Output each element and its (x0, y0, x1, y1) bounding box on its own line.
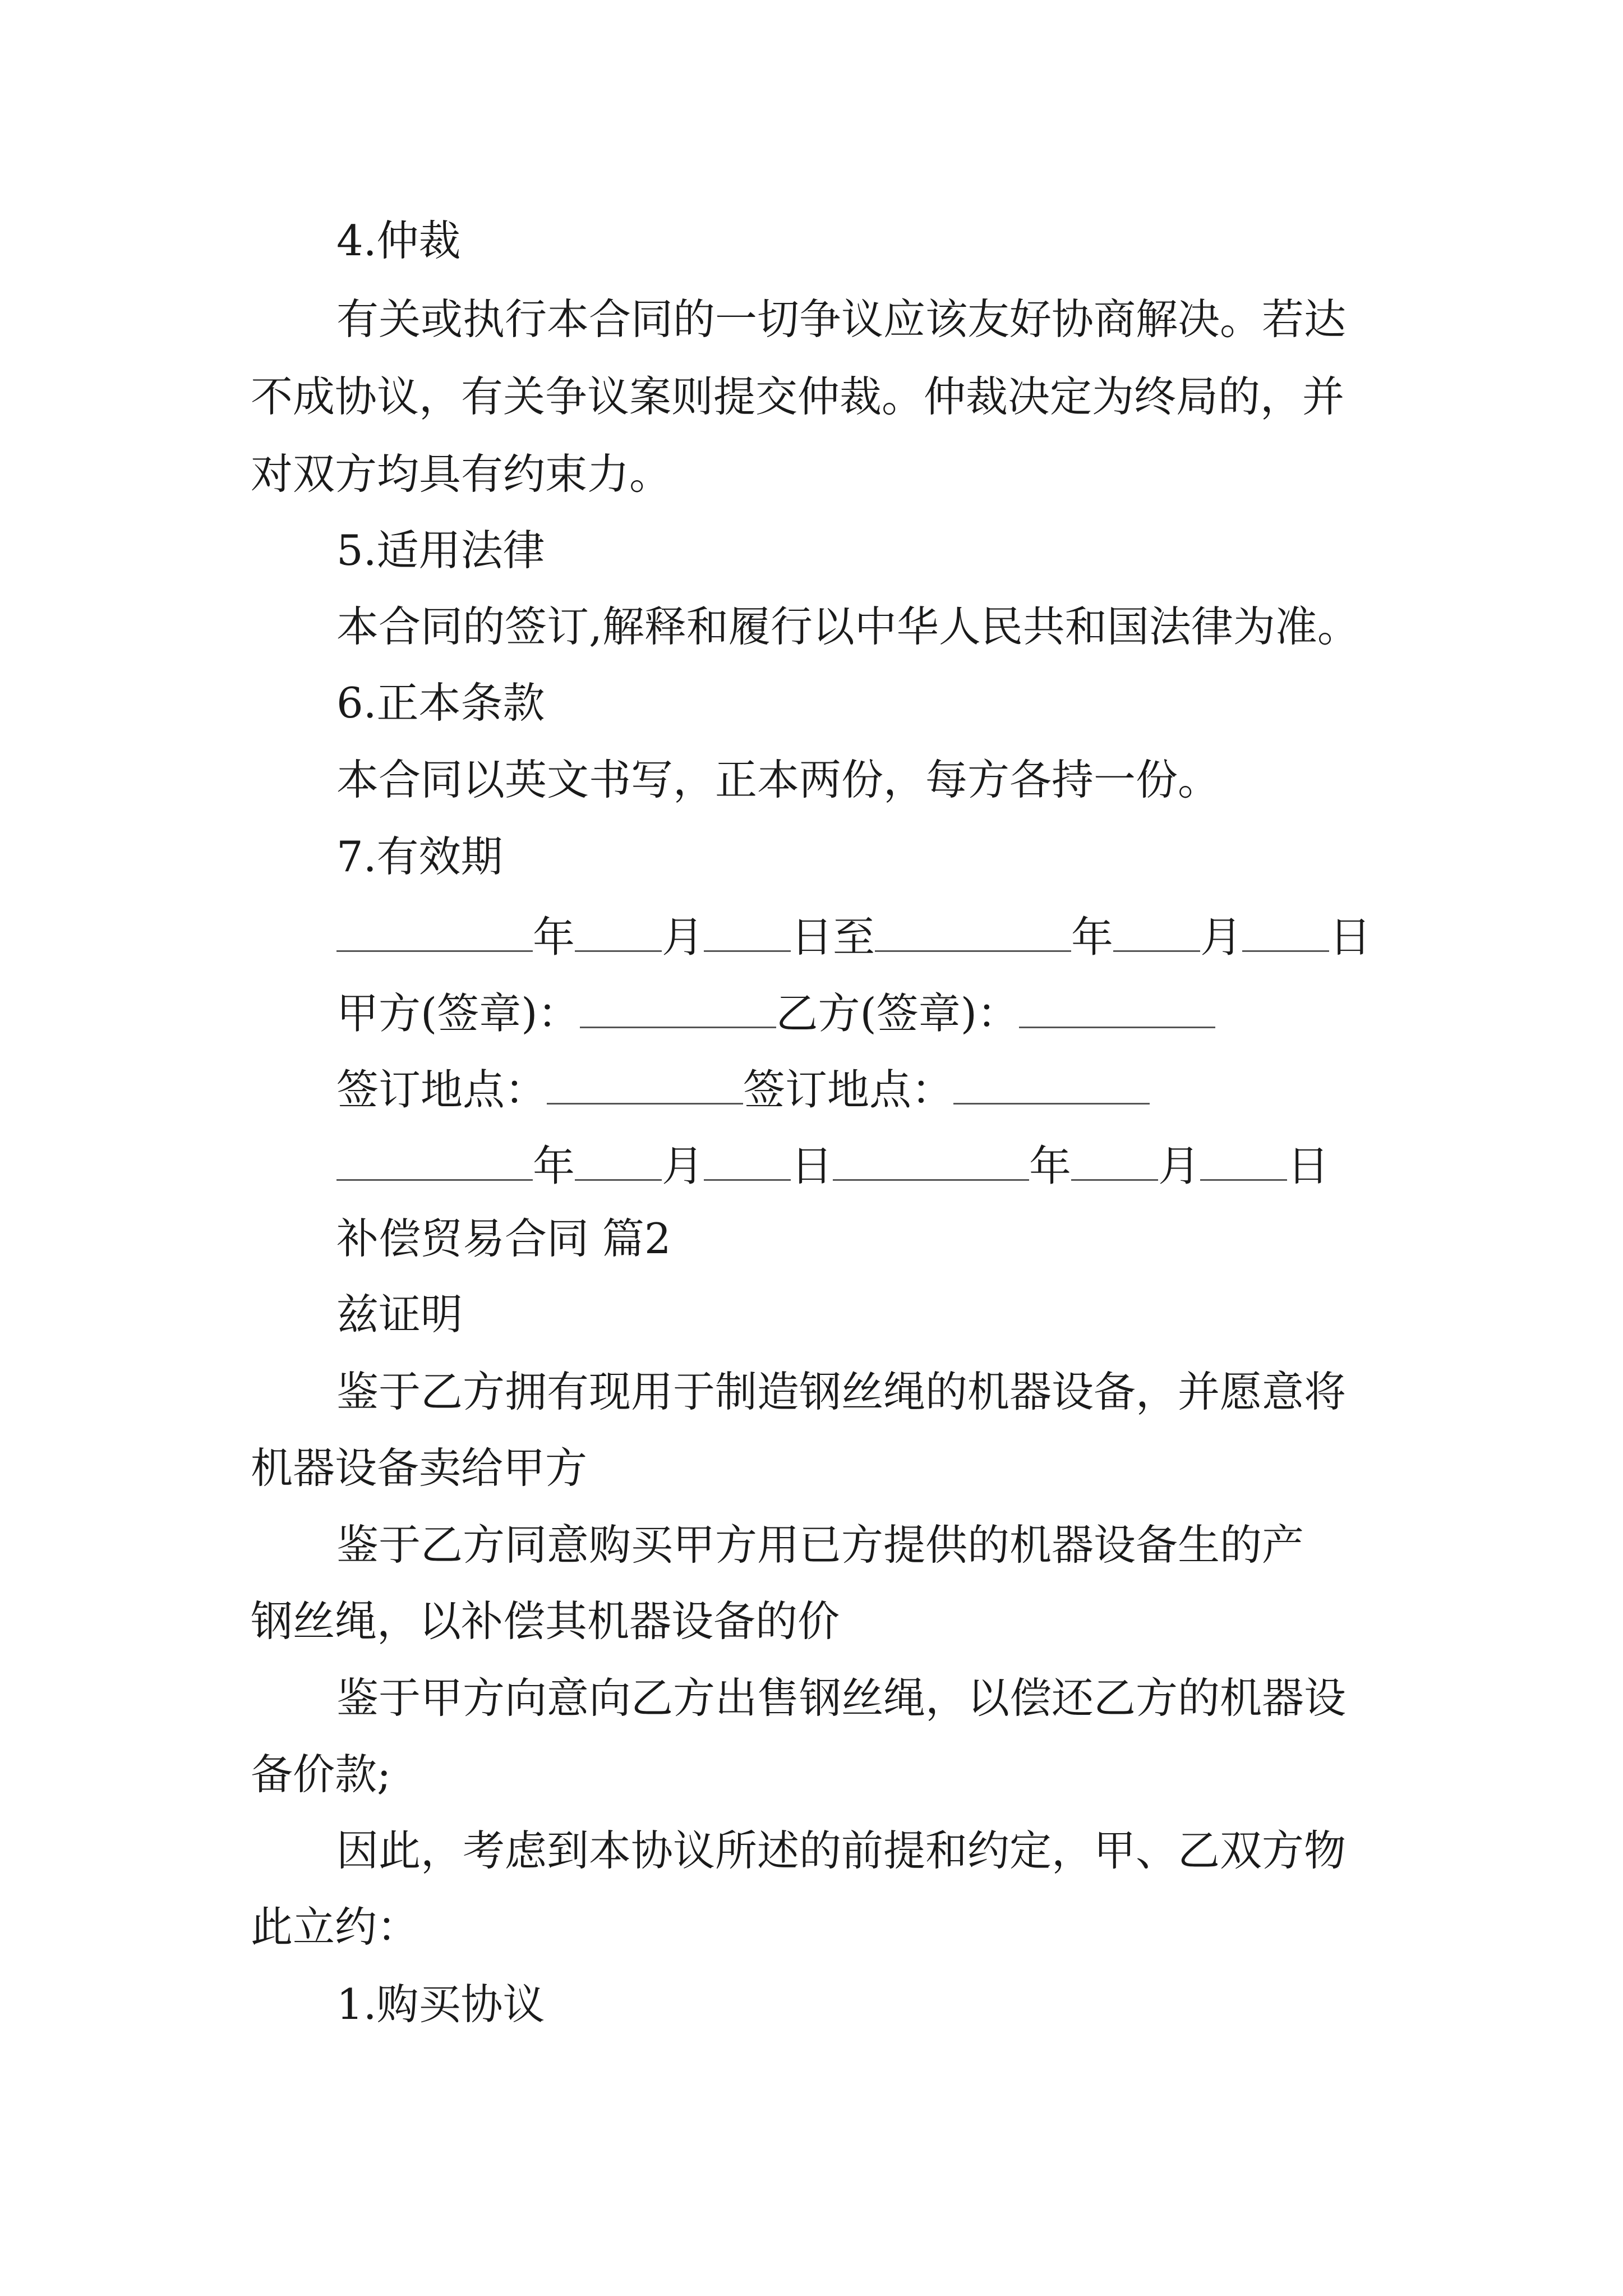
blank-field (704, 912, 791, 952)
recital-3-line-1: 鉴于甲方向意向乙方出售钢丝绳，以偿还乙方的机器设 (336, 1673, 1347, 1723)
month-label: 月 (662, 1141, 704, 1191)
party-b-seal-label: 乙方(签章)： (776, 988, 1020, 1038)
blank-field (1113, 912, 1200, 952)
recital-2-line-1: 鉴于乙方同意购买甲方用已方提供的机器设备生的产 (336, 1520, 1304, 1570)
blank-field (547, 1065, 743, 1105)
year-label: 年 (1071, 912, 1114, 962)
section-heading-applicable-law: 5.适用法律 (336, 526, 545, 575)
blank-field (1242, 912, 1329, 952)
witness-heading: 兹证明 (336, 1290, 463, 1339)
recital-4-line-2: 此立约： (251, 1902, 419, 1952)
year-label: 年 (533, 912, 575, 962)
day-label: 日 (1287, 1141, 1330, 1191)
arbitration-text-line-1: 有关或执行本合同的一切争议应该友好协商解决。若达 (336, 295, 1347, 344)
blank-field (833, 1141, 1029, 1181)
validity-period-line (336, 912, 1372, 962)
month-label: 月 (662, 912, 704, 962)
blank-field (336, 1141, 533, 1181)
day-label: 日 (1329, 912, 1372, 962)
arbitration-text-line-3: 对双方均具有约束力。 (251, 449, 672, 499)
recital-3-line-2: 备价款; (251, 1750, 391, 1799)
blank-field (953, 1065, 1150, 1105)
recital-2-line-2: 钢丝绳，以补偿其机器设备的价 (251, 1596, 840, 1646)
blank-field (580, 988, 776, 1028)
year-label: 年 (533, 1141, 575, 1191)
signing-place-line (336, 1065, 1150, 1115)
blank-field (1071, 1141, 1158, 1181)
signing-place-b-label: 签订地点： (743, 1065, 954, 1115)
signing-place-a-label: 签订地点： (336, 1065, 547, 1115)
part2-title: 补偿贸易合同 篇2 (336, 1214, 671, 1263)
blank-field (575, 912, 662, 952)
section-heading-arbitration: 4.仲裁 (336, 216, 461, 265)
month-label: 月 (1158, 1141, 1201, 1191)
arbitration-text-line-2: 不成协议，有关争议案则提交仲裁。仲裁决定为终局的，并 (251, 372, 1345, 421)
day-label: 日 (791, 1141, 833, 1191)
section-heading-validity: 7.有效期 (336, 832, 503, 881)
applicable-law-text: 本合同的签订,解释和履行以中华人民共和国法律为准。 (336, 602, 1359, 651)
blank-field (336, 912, 533, 952)
blank-field (875, 912, 1071, 952)
blank-field (704, 1141, 791, 1181)
recital-1-line-2: 机器设备卖给甲方 (251, 1443, 588, 1493)
day-to-label: 日至 (791, 912, 875, 962)
signing-date-line (336, 1141, 1330, 1191)
recital-4-line-1: 因此，考虑到本协议所述的前提和约定，甲、乙双方物 (336, 1826, 1347, 1875)
year-label: 年 (1029, 1141, 1072, 1191)
recital-1-line-1: 鉴于乙方拥有现用于制造钢丝绳的机器设备，并愿意将 (336, 1367, 1347, 1416)
section-heading-original-copies: 6.正本条款 (336, 678, 545, 728)
blank-field (1019, 988, 1215, 1028)
party-a-seal-label: 甲方(签章)： (336, 988, 580, 1038)
blank-field (575, 1141, 662, 1181)
blank-field (1200, 1141, 1287, 1181)
section-heading-purchase-agreement: 1.购买协议 (336, 1980, 545, 2029)
month-label: 月 (1200, 912, 1243, 962)
original-copies-text: 本合同以英文书写，正本两份，每方各持一份。 (336, 755, 1220, 804)
signature-line (336, 988, 1215, 1038)
